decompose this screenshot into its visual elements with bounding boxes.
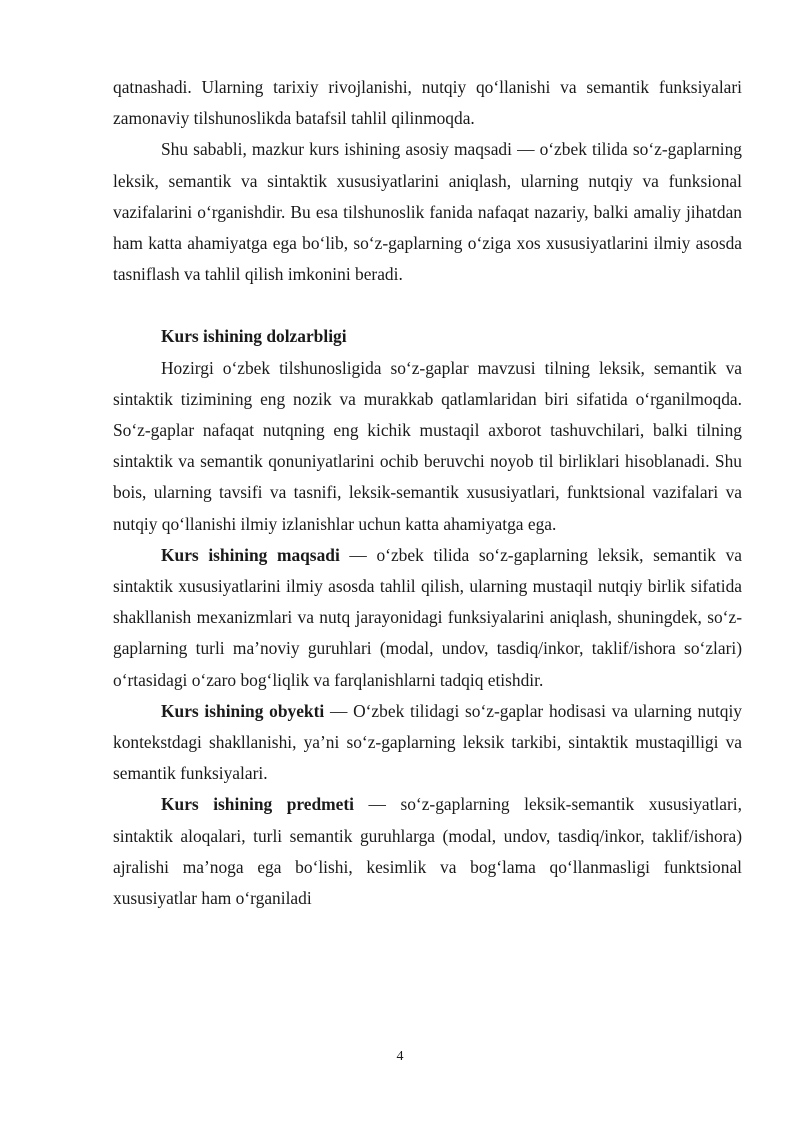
page-number: 4 bbox=[396, 1049, 404, 1064]
section-heading-relevance: Kurs ishining dolzarbligi bbox=[161, 326, 347, 347]
goal-label: Kurs ishining maqsadi bbox=[161, 544, 340, 565]
page-body bbox=[113, 72, 742, 914]
subject-text: — so‘z-gaplarning leksik-semantik xususiyatlari, sintaktik aloqalari, turli semantik guruhlarga (modal, undov, tasdiq/inkor, taklif/ishora) ajralishi ma’noga ega bo‘lishi, kesimlik va bog‘lama qo‘llanmasligi funktsional xususiyatlar ham o‘rganiladi bbox=[113, 794, 742, 909]
goal-text: — o‘zbek tilida so‘z-gaplarning leksik, semantik va sintaktik xususiyatlarini ilmiy asosda tahlil qilish, ularning mustaqil nutqiy birlik sifatida shakllanish mexanizmlari va nutq jarayonidagi funksiyalarini aniqlash, shuningdek, so‘z-gaplarning turli ma’noviy guruhlari (modal, undov, tasdiq/inkor, taklif/ishora so‘zlari) o‘rtasidagi o‘zaro bog‘liqlik va farqlanishlarni tadqiq etishdir. bbox=[113, 544, 742, 690]
subject-label: Kurs ishining predmeti bbox=[161, 794, 355, 815]
paragraph-goal bbox=[113, 540, 742, 696]
object-text: — O‘zbek tilidagi so‘z-gaplar hodisasi va ularning nutqiy kontekstdagi shakllanishi, ya’ni so‘z-gaplarning leksik tarkibi, sintaktik mustaqilligi va semantik funksiyalari. bbox=[113, 700, 742, 784]
paragraph-continuation: qatnashadi. Ularning tarixiy rivojlanishi, nutqiy qo‘llanishi va semantik funksiyalari zamonaviy tilshunoslikda batafsil tahlil qilinmoqda. bbox=[113, 77, 742, 129]
paragraph-relevance: Hozirgi o‘zbek tilshunosligida so‘z-gaplar mavzusi tilning leksik, semantik va sintaktik tizimining eng nozik va murakkab qatlamlaridan biri sifatida o‘rganilmoqda. So‘z-gaplar nafaqat nutqning eng kichik mustaqil axborot tashuvchilari, balki tilning sintaktik va semantik qonuniyatlarini ochib beruvchi noyob til birliklari hisoblanadi. Shu bois, ularning tavsifi va tasnifi, leksik-semantik xususiyatlari, funktsional vazifalari va nutqiy qo‘llanishi ilmiy izlanishlar uchun katta ahamiyatga ega. bbox=[113, 357, 742, 534]
blank-line bbox=[113, 290, 742, 321]
paragraph-object bbox=[113, 696, 742, 790]
paragraph-main-goal: Shu sababli, mazkur kurs ishining asosiy maqsadi — o‘zbek tilida so‘z-gaplarning leksik, semantik va sintaktik xususiyatlarini aniqlash, ularning nutqiy va funksional vazifalarini o‘rganishdir. Bu esa tilshunoslik fanida nafaqat nazariy, balki amaliy jihatdan ham katta ahamiyatga ega bo‘lib, so‘z-gaplarning o‘ziga xos xususiyatlarini ilmiy asosda tasniflash va tahlil qilish imkonini beradi. bbox=[113, 139, 742, 285]
object-label: Kurs ishining obyekti bbox=[161, 700, 325, 721]
paragraph-subject bbox=[113, 789, 742, 914]
